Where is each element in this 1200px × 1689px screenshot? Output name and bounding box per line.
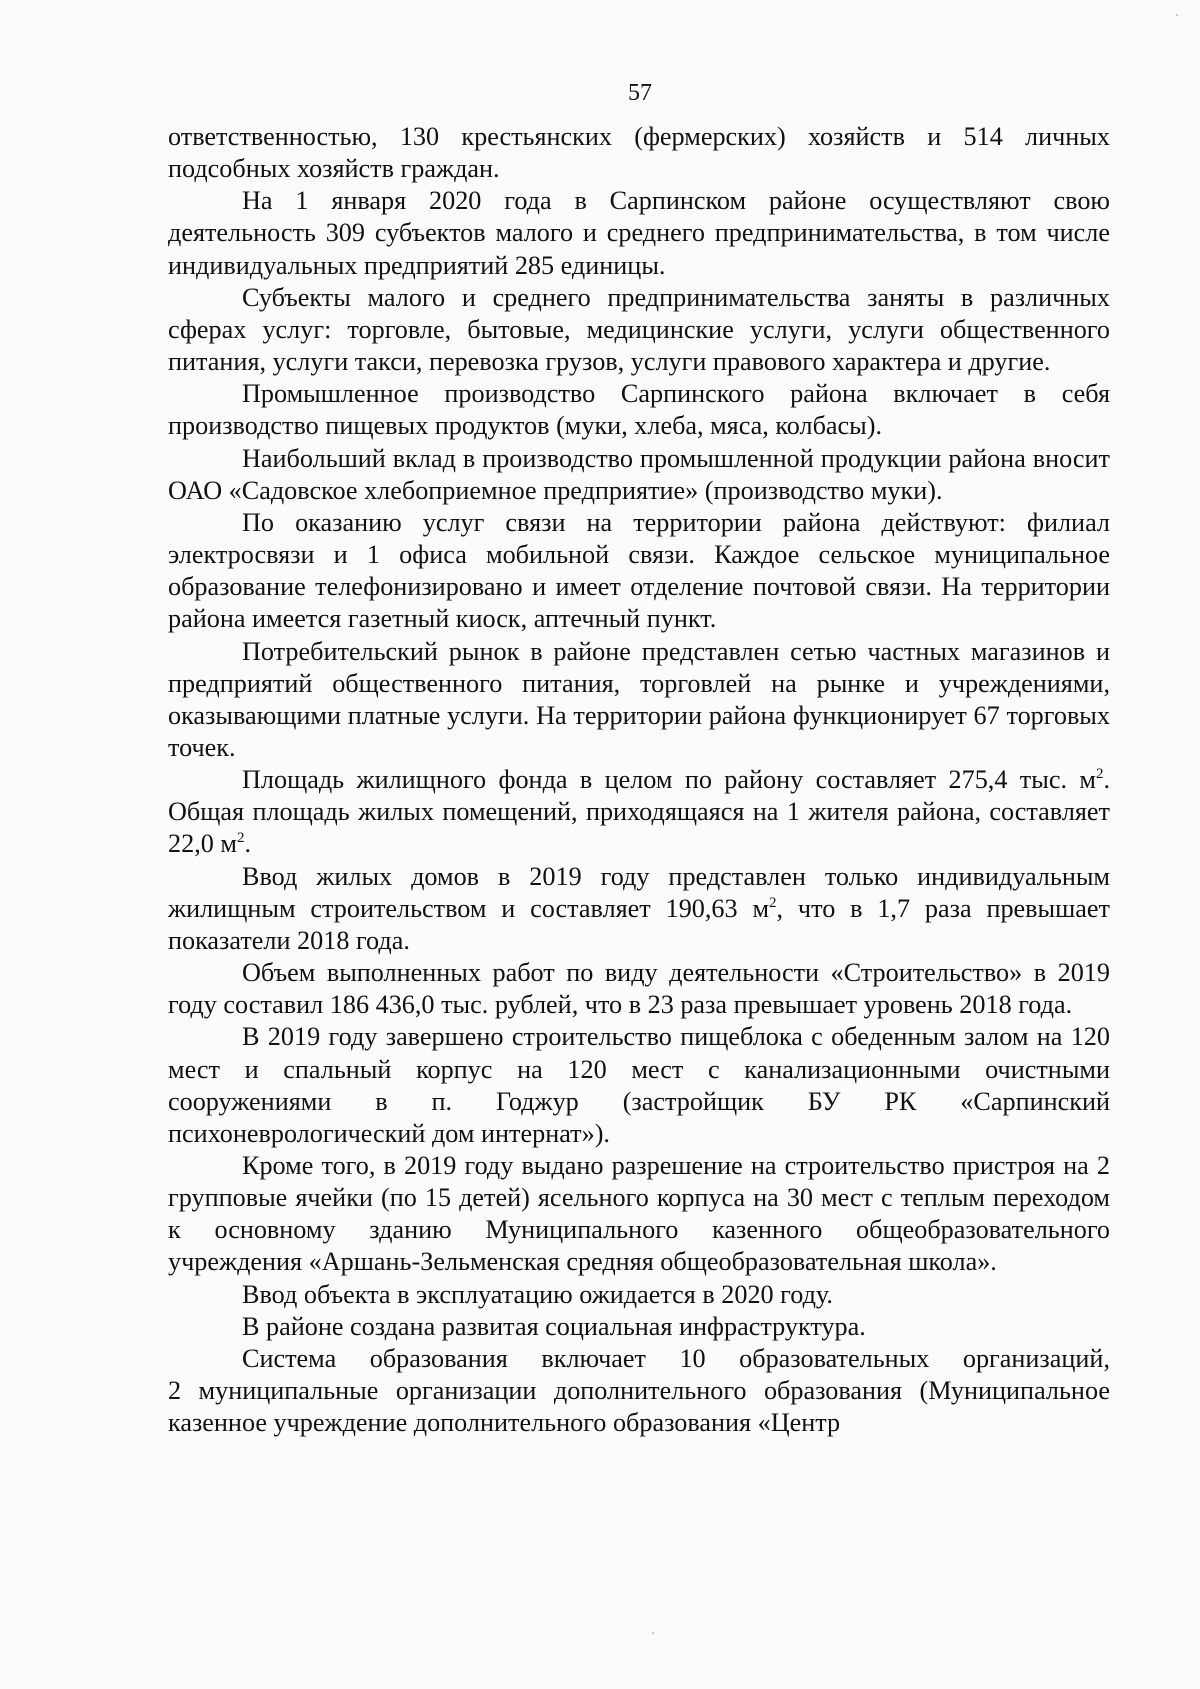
construction-text-2: , что в 1,7 раза превышает показатели 2018 года.	[168, 893, 1110, 955]
paragraph-catering-block: В 2019 году завершено строительство пищеблока с обеденным залом на 120 мест и спальный корпус на 120 мест с канализационными очистными сооружениями в п. Годжур (застройщик БУ РК «Сарпинский психоневрологический дом интернат»).	[168, 1022, 1110, 1148]
paragraph-largest-contributor: Наибольший вклад в производство промышленной продукции района вносит ОАО «Садовское хлебоприемное предприятие» (производство муки).	[168, 443, 1110, 505]
paragraph-communication-services: По оказанию услуг связи на территории района действуют: филиал электросвязи и 1 офиса мобильной связи. Каждое сельское муниципальное образование телефонизировано и имеет отделение почтовой связи. На территории района имеется газетный киоск, аптечный пункт.	[168, 507, 1110, 634]
superscript: 2	[769, 894, 777, 911]
construction-text-1: Ввод жилых домов в 2019 году представлен только индивидуальным жилищным строительством и составляет 190,63 м	[168, 861, 1110, 923]
paragraph-education-system-line-1: Система образования включает 10 образовательных организаций,	[242, 1343, 1110, 1373]
housing-text-3: .	[244, 829, 251, 859]
scan-speck	[1176, 14, 1178, 16]
superscript: 2	[1095, 766, 1104, 783]
paragraph-commissioning: Ввод объекта в эксплуатацию ожидается в 2020 году.	[242, 1279, 833, 1309]
superscript: 2	[236, 830, 245, 847]
paragraph-small-business-count: На 1 января 2020 года в Сарпинском районе осуществляют свою деятельность 309 субъектов малого и среднего предпринимательства, в том числе индивидуальных предприятий 285 единицы.	[168, 186, 1110, 280]
paragraph-housing-construction	[168, 861, 1110, 957]
paragraph-education-system-line-2: 2 муниципальные организации дополнительного образования (Муниципальное казенное учреждение дополнительного образования «Центр	[168, 1376, 1110, 1438]
paragraph-construction-volume: Объем выполненных работ по виду деятельности «Строительство» в 2019 году составил 186 436,0 тыс. рублей, что в 23 раза превышает уровень 2018 года.	[168, 958, 1110, 1020]
housing-text-2: . Общая площадь жилых помещений, приходящаяся на 1 жителя района, составляет 22,0 м	[168, 765, 1110, 859]
paragraph-kindergarten-extension: Кроме того, в 2019 году выдано разрешение на строительство пристроя на 2 групповые ячейки (по 15 детей) ясельного корпуса на 30 мест с теплым переходом к основному зданию Муниципального казенного общеобразовательного учреждения «Аршань-Зельменская средняя общеобразовательная школа».	[168, 1151, 1110, 1277]
paragraph-continuation: ответственностью, 130 крестьянских (фермерских) хозяйств и 514 личных подсобных хозяйств граждан.	[168, 122, 1110, 184]
housing-text-1: Площадь жилищного фонда в целом по району составляет 275,4 тыс. м	[242, 765, 1096, 795]
paragraph-consumer-market: Потребительский рынок в районе представлен сетью частных магазинов и предприятий общественного питания, торговлей на рынке и учреждениями, оказывающими платные услуги. На территории района функционирует 67 торговых точек.	[168, 636, 1110, 762]
scan-speck	[652, 1632, 654, 1634]
paragraph-service-sectors: Субъекты малого и среднего предпринимательства заняты в различных сферах услуг: торговле, бытовые, медицинские услуги, услуги общественного питания, услуги такси, перевозка грузов, услуги правового характера и другие.	[168, 282, 1110, 377]
paragraph-social-infrastructure: В районе создана развитая социальная инфраструктура.	[242, 1311, 866, 1341]
paragraph-housing-stock	[168, 764, 1110, 860]
document-body	[168, 121, 1110, 1439]
paragraph-industrial-production: Промышленное производство Сарпинского района включает в себя производство пищевых продуктов (муки, хлеба, мяса, колбасы).	[168, 379, 1110, 441]
page-number: 57	[628, 80, 652, 106]
